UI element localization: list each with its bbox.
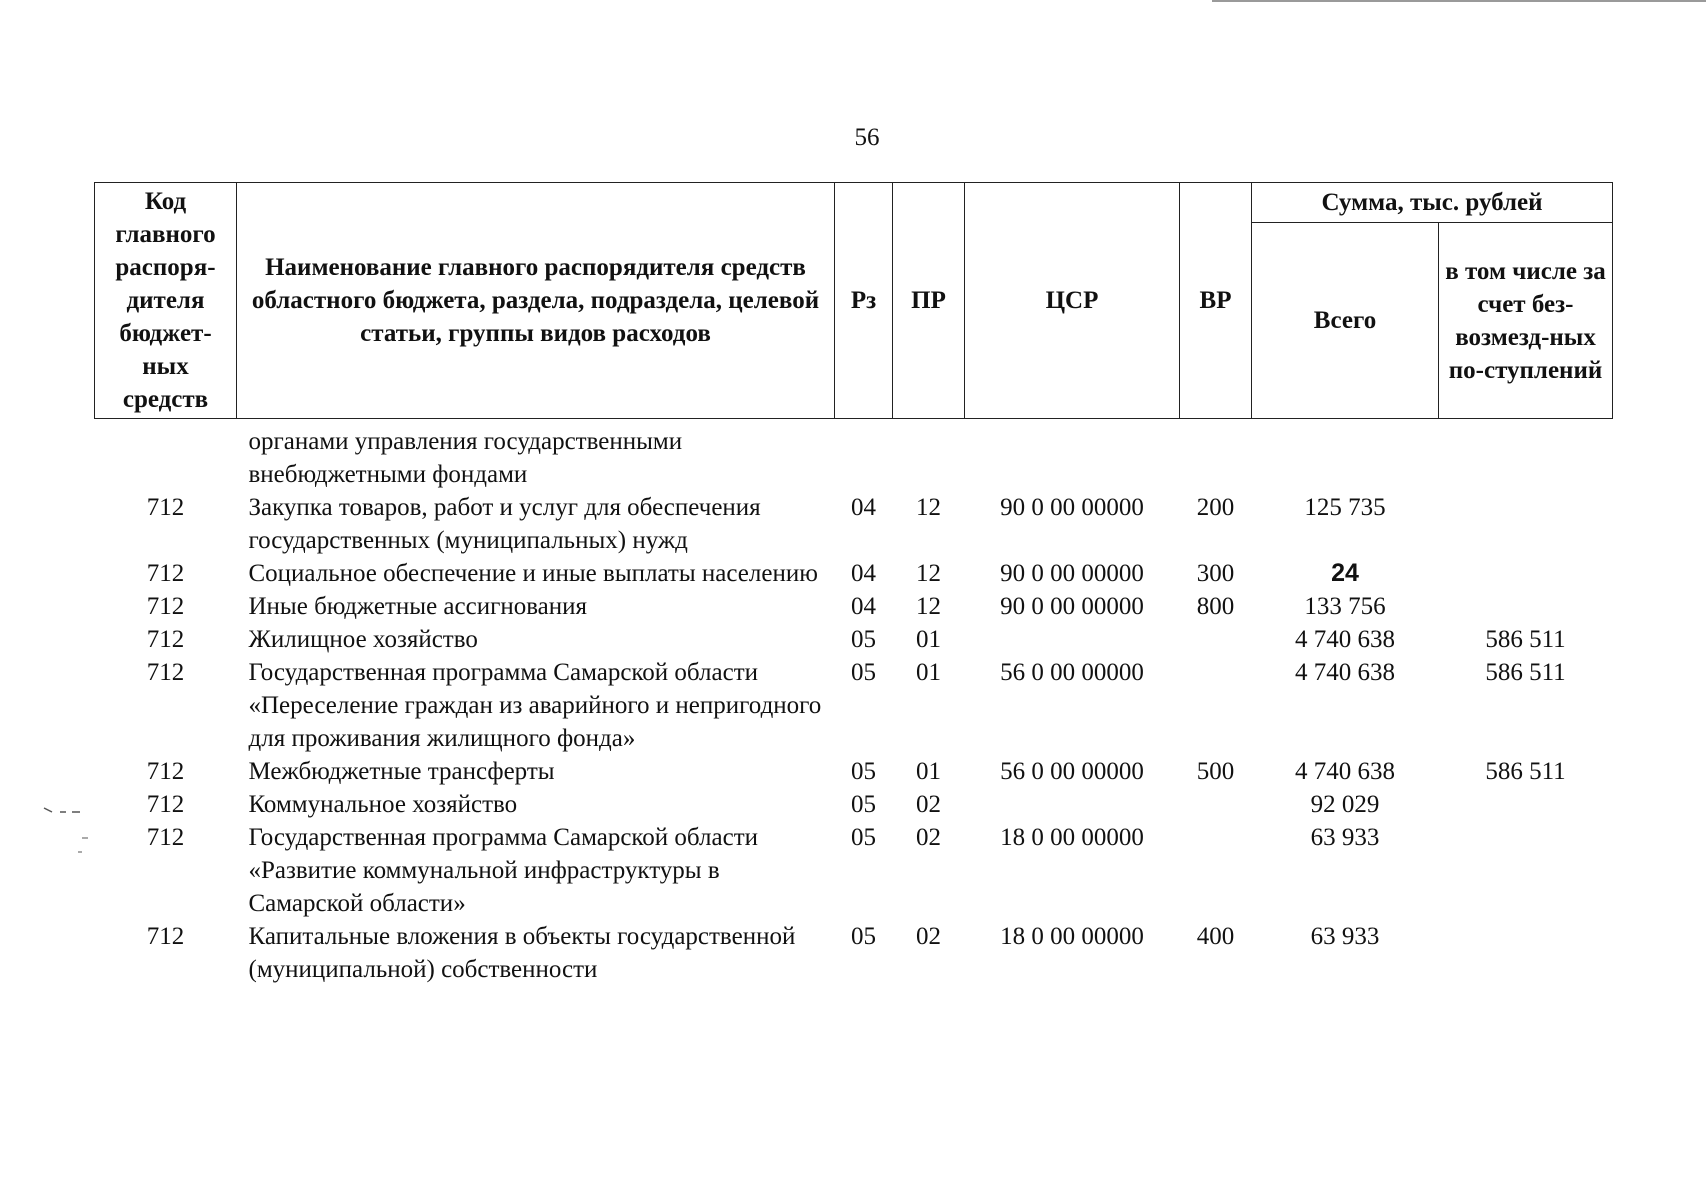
header-csr: ЦСР [965,183,1180,419]
header-sum-group: Сумма, тыс. рублей [1252,183,1613,223]
cell-name: Капитальные вложения в объекты государственной (муниципальной) собственности [248,923,796,983]
cell-csr: 18 0 00 00000 [1000,923,1144,950]
cell-name: Жилищное хозяйство [248,626,478,653]
cell-gratuitous: 586 511 [1485,626,1566,653]
cell-total [1252,419,1439,492]
cell-pr: 12 [916,593,941,620]
cell-vr [1180,656,1252,755]
scan-specks [36,800,116,860]
cell-name: Коммунальное хозяйство [248,791,518,818]
table-row [95,920,1613,986]
cell-total: 24 [1331,559,1359,587]
cell-code: 712 [146,758,185,785]
cell-gratuitous [1439,419,1613,492]
table-row [95,557,1613,590]
cell-pr: 12 [916,494,941,521]
cell-code: 712 [146,659,185,686]
cell-pr: 01 [916,659,941,686]
cell-code: 712 [146,923,185,950]
table-body [95,419,1613,987]
cell-rz: 04 [851,560,876,587]
table-row [95,491,1613,557]
cell-gratuitous: 586 511 [1485,758,1566,785]
cell-pr: 02 [916,824,941,851]
cell-rz [835,419,893,492]
cell-vr: 200 [1196,494,1235,521]
cell-code: 712 [146,593,185,620]
cell-rz: 04 [851,593,876,620]
cell-rz: 05 [851,824,876,851]
cell-gratuitous [1439,821,1613,920]
cell-rz: 05 [851,626,876,653]
cell-pr: 01 [916,758,941,785]
cell-vr: 500 [1196,758,1235,785]
cell-name: органами управления государственными внебюджетными фондами [248,428,683,488]
cell-code: 712 [146,494,185,521]
cell-vr: 400 [1196,923,1235,950]
cell-total: 63 933 [1310,923,1380,950]
table-row [95,788,1613,821]
cell-name: Иные бюджетные ассигнования [248,593,588,620]
cell-rz: 05 [851,923,876,950]
cell-gratuitous [1439,491,1613,557]
cell-vr [1180,788,1252,821]
cell-code [95,419,237,492]
header-vr: ВР [1180,183,1252,419]
cell-code: 712 [146,791,185,818]
budget-table [94,182,1613,986]
cell-gratuitous [1439,920,1613,986]
cell-vr [1180,821,1252,920]
header-code: Код главного распоря-дителя бюджет-ных средств [95,183,237,419]
header-total: Всего [1252,223,1439,419]
page-number: 56 [854,124,880,151]
cell-csr [965,623,1180,656]
cell-csr: 90 0 00 00000 [1000,494,1144,521]
cell-pr: 01 [916,626,941,653]
cell-vr [1180,623,1252,656]
scan-edge-line [1212,0,1706,2]
cell-csr: 90 0 00 00000 [1000,593,1144,620]
cell-code: 712 [146,560,185,587]
cell-pr: 12 [916,560,941,587]
cell-csr: 18 0 00 00000 [1000,824,1144,851]
cell-gratuitous: 586 511 [1485,659,1566,686]
cell-rz: 05 [851,758,876,785]
cell-total: 92 029 [1310,791,1380,818]
cell-csr: 56 0 00 00000 [1000,758,1144,785]
header-name: Наименование главного распорядителя средств областного бюджета, раздела, подраздела, целевой статьи, группы видов расходов [237,183,835,419]
table-row [95,755,1613,788]
cell-pr: 02 [916,791,941,818]
cell-gratuitous [1439,590,1613,623]
cell-vr [1180,419,1252,492]
table-header [95,183,1613,419]
cell-pr [893,419,965,492]
header-pr: ПР [893,183,965,419]
table-row [95,590,1613,623]
cell-code: 712 [146,824,185,851]
cell-name: Социальное обеспечение и иные выплаты населению [248,560,818,587]
header-gratuitous: в том числе за счет без-возмезд-ных по-ступлений [1439,223,1613,419]
cell-total: 63 933 [1310,824,1380,851]
cell-name: Государственная программа Самарской области «Переселение граждан из аварийного и непригодного для проживания жилищного фонда» [248,659,822,752]
cell-vr: 300 [1196,560,1235,587]
cell-name: Межбюджетные трансферты [248,758,555,785]
cell-gratuitous [1439,788,1613,821]
cell-csr: 56 0 00 00000 [1000,659,1144,686]
cell-csr [965,419,1180,492]
cell-csr: 90 0 00 00000 [1000,560,1144,587]
cell-total: 125 735 [1304,494,1386,521]
cell-pr: 02 [916,923,941,950]
cell-rz: 04 [851,494,876,521]
cell-rz: 05 [851,791,876,818]
cell-total: 4 740 638 [1295,626,1395,653]
table-row [95,419,1613,492]
cell-total: 4 740 638 [1295,758,1395,785]
cell-total: 133 756 [1304,593,1386,620]
cell-gratuitous [1439,557,1613,590]
table-row [95,821,1613,920]
cell-total: 4 740 638 [1295,659,1395,686]
cell-rz: 05 [851,659,876,686]
cell-name: Закупка товаров, работ и услуг для обеспечения государственных (муниципальных) нужд [248,494,761,554]
cell-csr [965,788,1180,821]
cell-name: Государственная программа Самарской области «Развитие коммунальной инфраструктуры в Самарской области» [248,824,758,917]
table-row [95,656,1613,755]
table-row [95,623,1613,656]
cell-vr: 800 [1196,593,1235,620]
cell-code: 712 [146,626,185,653]
header-rz: Рз [835,183,893,419]
